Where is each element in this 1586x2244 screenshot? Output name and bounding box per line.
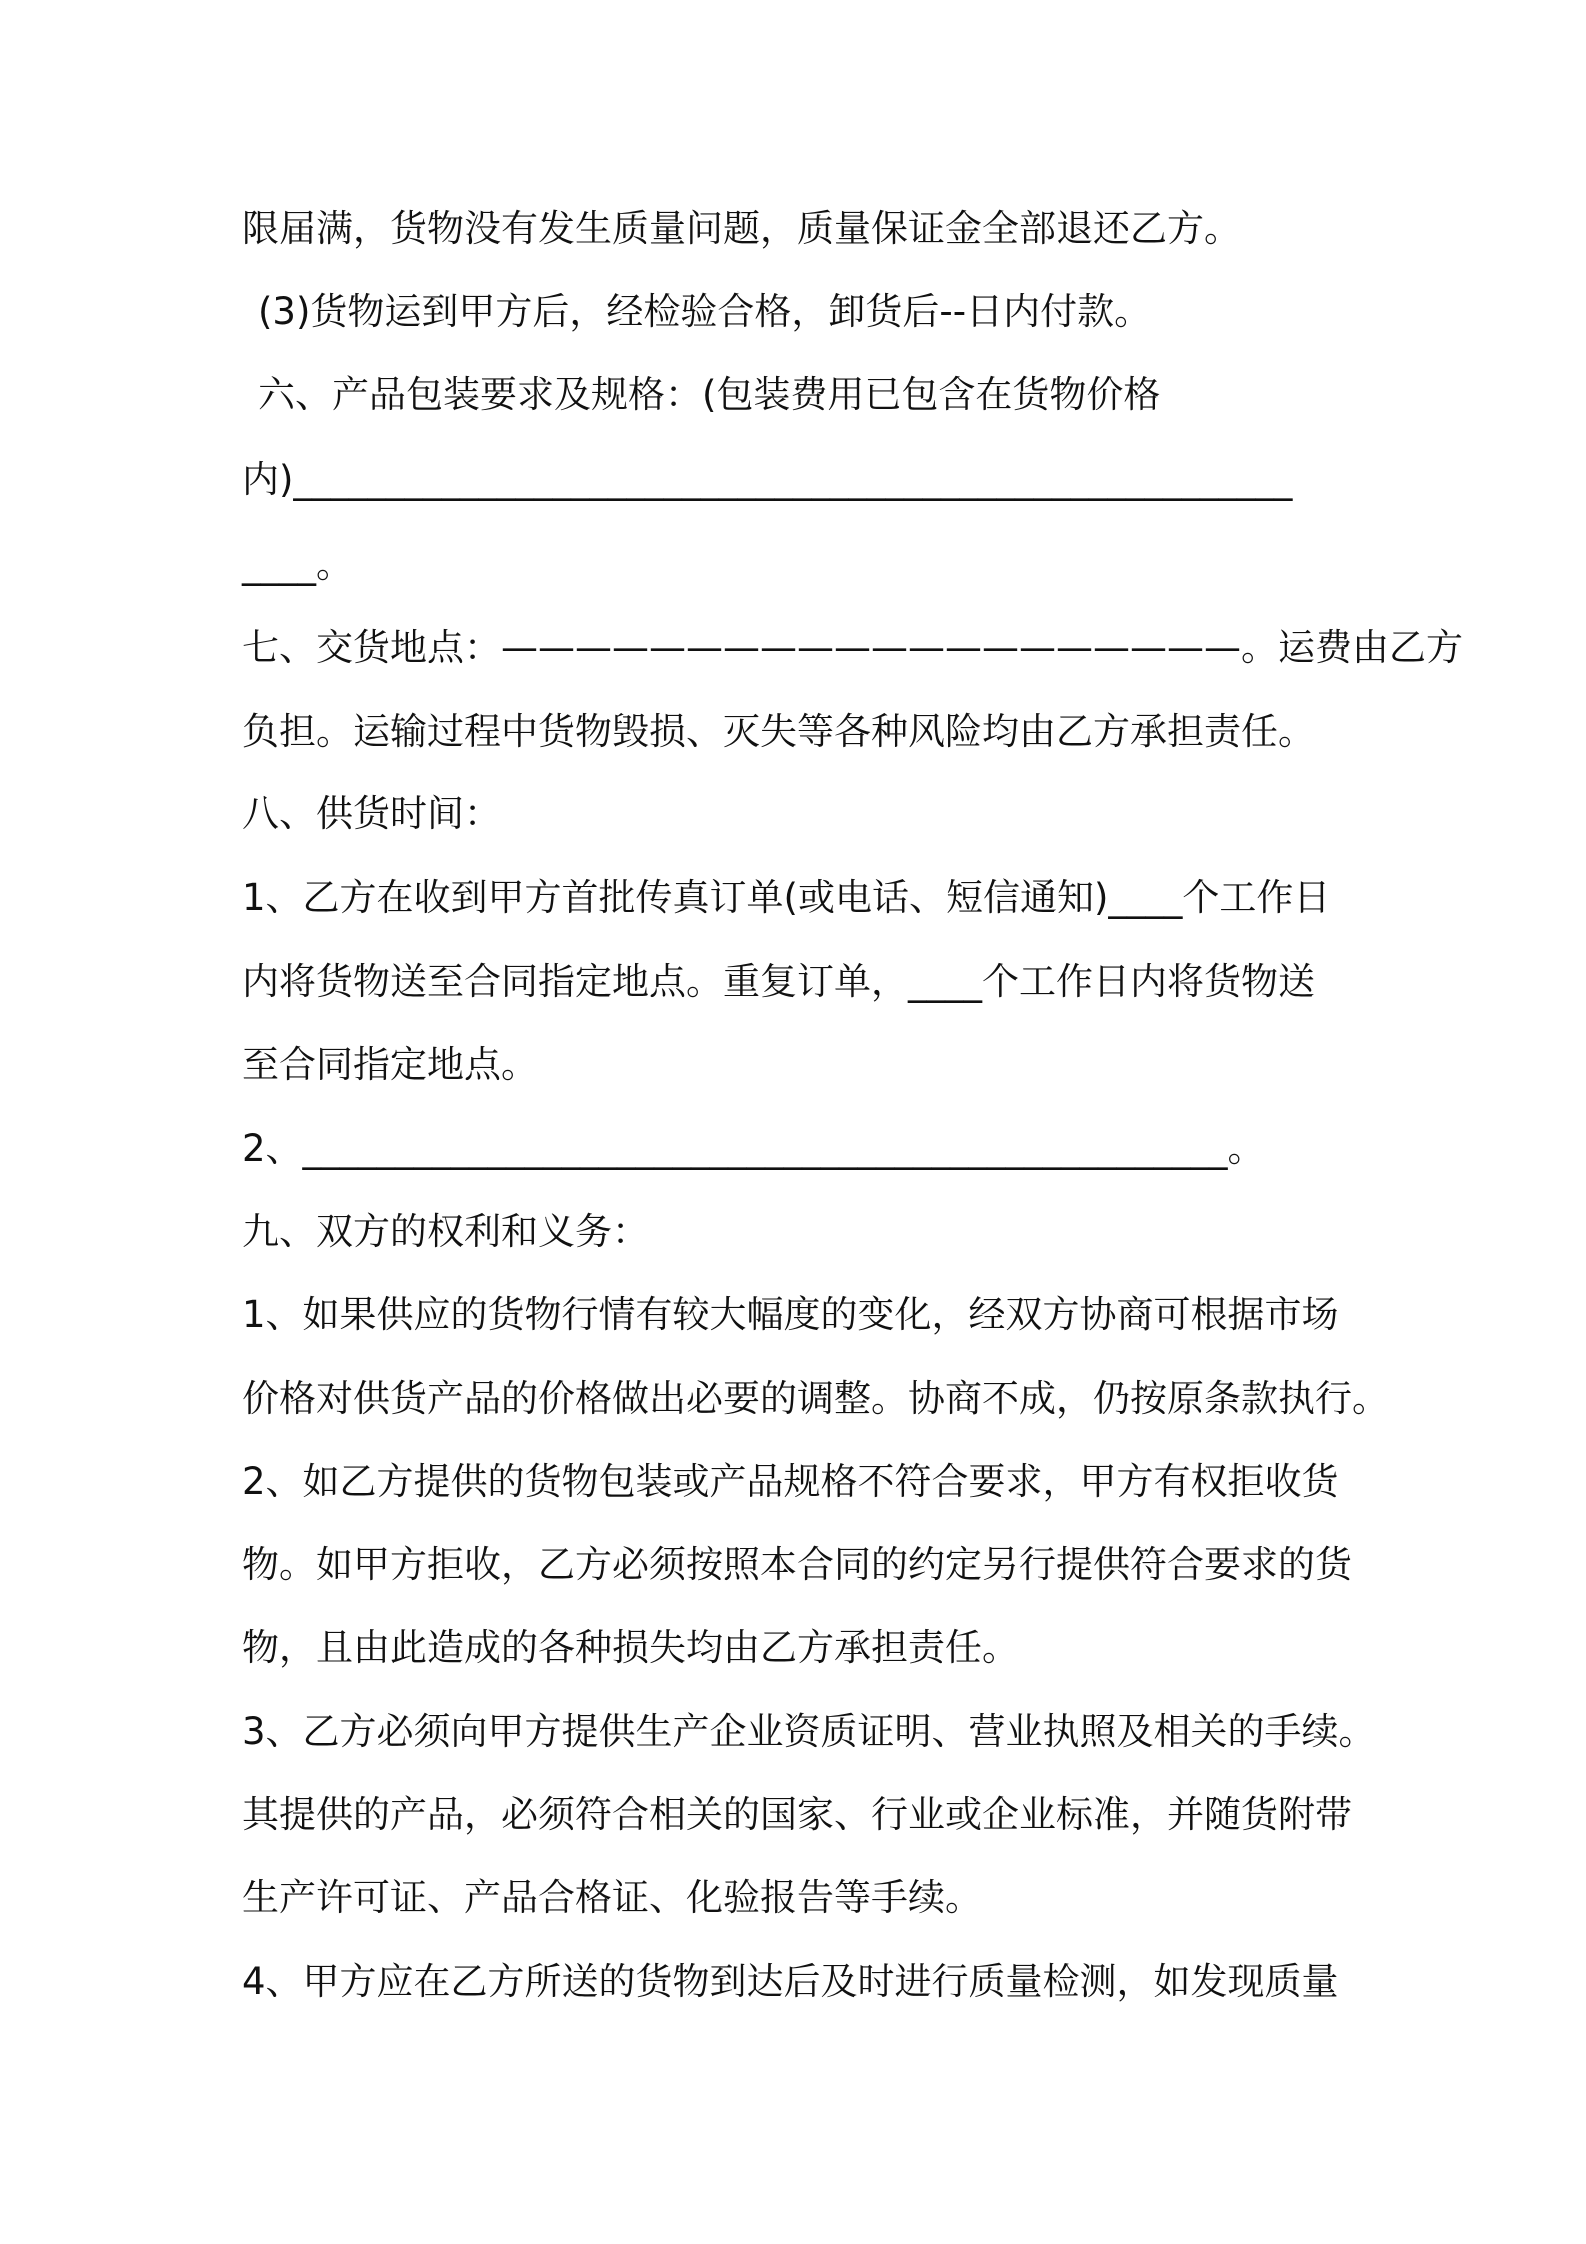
text-line-4: 内)______________________________________________________ — [242, 458, 1293, 501]
text-line-17: 物。如甲方拒收，乙方必须按照本合同的约定另行提供符合要求的货 — [242, 1543, 1352, 1586]
text-line-13: 九、双方的权利和义务： — [242, 1210, 649, 1253]
text-line-3: 六、产品包装要求及规格：(包装费用已包含在货物价格 — [258, 373, 1161, 416]
text-line-6: 七、交货地点：————————————————————。运费由乙方 — [242, 626, 1463, 669]
text-line-7: 负担。运输过程中货物毁损、灭失等各种风险均由乙方承担责任。 — [242, 710, 1315, 753]
text-line-22: 4、甲方应在乙方所送的货物到达后及时进行质量检测，如发现质量 — [242, 1960, 1339, 2003]
text-line-16: 2、如乙方提供的货物包装或产品规格不符合要求，甲方有权拒收货 — [242, 1460, 1339, 1503]
text-line-21: 生产许可证、产品合格证、化验报告等手续。 — [242, 1876, 982, 1919]
text-line-1: 限届满，货物没有发生质量问题，质量保证金全部退还乙方。 — [242, 207, 1241, 250]
text-line-18: 物，且由此造成的各种损失均由乙方承担责任。 — [242, 1626, 1019, 1669]
text-line-9: 1、乙方在收到甲方首批传真订单(或电话、短信通知)____个工作日 — [242, 876, 1331, 919]
text-line-20: 其提供的产品，必须符合相关的国家、行业或企业标准，并随货附带 — [242, 1793, 1352, 1836]
text-line-11: 至合同指定地点。 — [242, 1043, 538, 1086]
text-line-19: 3、乙方必须向甲方提供生产企业资质证明、营业执照及相关的手续。 — [242, 1710, 1376, 1753]
text-line-2: (3)货物运到甲方后，经检验合格，卸货后--日内付款。 — [258, 290, 1152, 333]
text-line-12: 2、__________________________________________________。 — [242, 1127, 1265, 1170]
text-line-5: ____。 — [242, 543, 353, 586]
text-line-8: 八、供货时间： — [242, 792, 501, 835]
text-line-10: 内将货物送至合同指定地点。重复订单，____个工作日内将货物送 — [242, 960, 1315, 1003]
text-line-15: 价格对供货产品的价格做出必要的调整。协商不成，仍按原条款执行。 — [242, 1377, 1389, 1420]
text-line-14: 1、如果供应的货物行情有较大幅度的变化，经双方协商可根据市场 — [242, 1293, 1339, 1336]
